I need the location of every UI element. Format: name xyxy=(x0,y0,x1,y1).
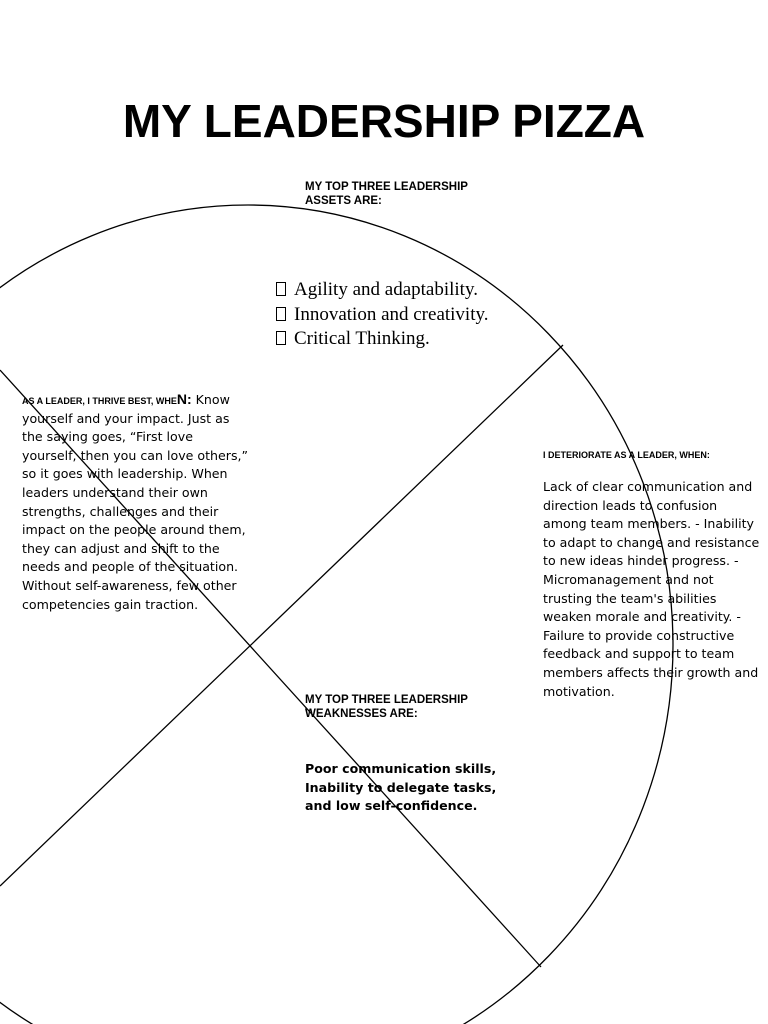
deteriorate-body: Lack of clear communication and direction leads to confusion among team members. - Inability to adapt to change and resistance to new ideas hinder progress. - Micromanagement and not trusting the team's abilities weaken morale and creativity. - Failure to provide constructive feedback and support to team members affects their growth and motivation. xyxy=(543,479,760,699)
thrive-heading: AS A LEADER, I THRIVE BEST, WHE xyxy=(22,396,177,406)
checkbox-glyph-icon xyxy=(276,307,286,321)
asset-item: Innovation and creativity. xyxy=(276,303,489,328)
weaknesses-body: Poor communication skills, Inability to delegate tasks, and low self-confidence. xyxy=(305,761,497,814)
thrive-section xyxy=(22,390,250,614)
asset-item: Agility and adaptability. xyxy=(276,278,489,303)
thrive-heading-tail: N: xyxy=(176,391,192,407)
assets-list xyxy=(276,278,489,352)
deteriorate-heading: I DETERIORATE AS A LEADER, WHEN: xyxy=(543,450,710,460)
asset-item: Critical Thinking. xyxy=(276,327,489,352)
checkbox-glyph-icon xyxy=(276,282,286,296)
page-title: MY LEADERSHIP PIZZA xyxy=(122,95,646,147)
assets-heading: MY TOP THREE LEADERSHIP ASSETS ARE: xyxy=(305,181,468,207)
weaknesses-heading: MY TOP THREE LEADERSHIP WEAKNESSES ARE: xyxy=(305,694,468,720)
thrive-body: Know yourself and your impact. Just as the saying goes, “First love yourself, then you can love others,” so it goes with leadership. When leaders understand their own strengths, challenges and their impact on the people around them, they can adjust and shift to the needs and people of the situation. Without self-awareness, few other competencies gain traction. xyxy=(22,392,249,612)
checkbox-glyph-icon xyxy=(276,331,286,345)
